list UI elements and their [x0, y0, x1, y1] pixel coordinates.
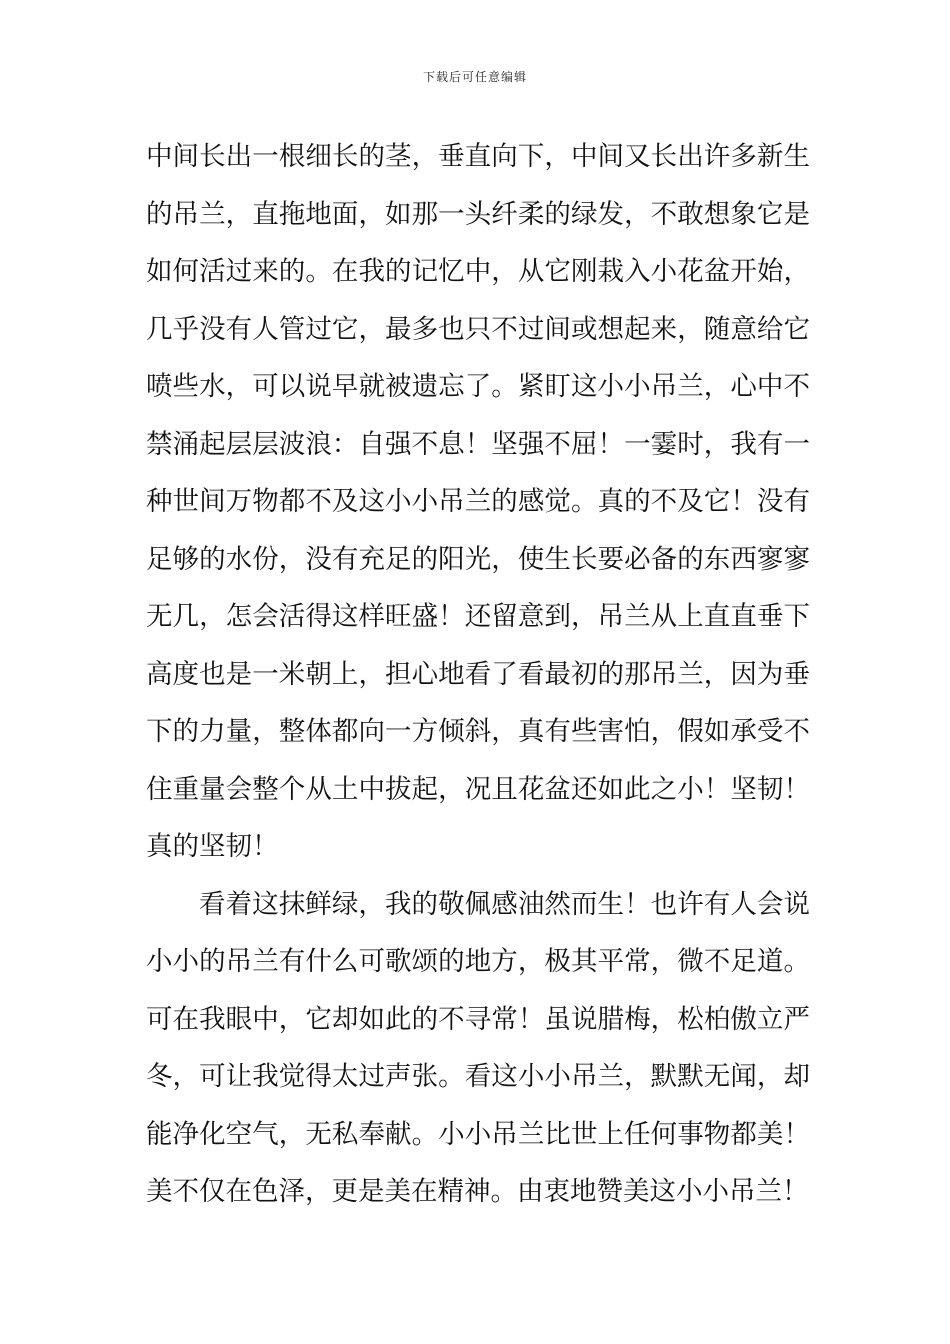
text-line: 中间长出一根细长的茎，垂直向下，中间又长出许多新生 [146, 141, 810, 172]
paragraph-end-line: 真的坚韧！ [146, 831, 279, 862]
text-line: 足够的水份，没有充足的阳光，使生长要必备的东西寥寥 [146, 543, 810, 575]
paragraph-end-line: 美不仅在色泽，更是美在精神。由衷地赞美这小小吊兰！ [146, 1176, 809, 1207]
paragraph-first-line: 看着这抹鲜绿，我的敬佩感油然而生！也许有人会说 [199, 888, 810, 920]
text-line: 种世间万物都不及这小小吊兰的感觉。真的不及它！没有 [146, 486, 810, 517]
text-line: 冬，可让我觉得太过声张。看这小小吊兰，默默无闻，却 [146, 1061, 810, 1092]
text-line: 喷些水，可以说早就被遗忘了。紧盯这小小吊兰，心中不 [146, 371, 810, 402]
text-line: 能净化空气，无私奉献。小小吊兰比世上任何事物都美！ [146, 1118, 810, 1150]
document-body [146, 128, 810, 1221]
text-line: 的吊兰，直拖地面，如那一头纤柔的绿发，不敢想象它是 [146, 198, 810, 230]
text-line: 可在我眼中，它却如此的不寻常！虽说腊梅，松柏傲立严 [146, 1003, 810, 1035]
text-line: 小小的吊兰有什么可歌颂的地方，极其平常，微不足道。 [146, 946, 810, 977]
header-note: 下载后可任意编辑 [422, 70, 527, 84]
text-line: 无几，怎会活得这样旺盛！还留意到，吊兰从上直直垂下 [146, 601, 810, 632]
text-line: 高度也是一米朝上，担心地看了看最初的那吊兰，因为垂 [146, 658, 810, 690]
text-line: 住重量会整个从土中拔起，况且花盆还如此之小！坚韧！ [146, 773, 810, 805]
text-line: 几乎没有人管过它，最多也只不过间或想起来，随意给它 [146, 313, 810, 345]
text-line: 下的力量，整体都向一方倾斜，真有些害怕，假如承受不 [146, 716, 810, 747]
text-line: 如何活过来的。在我的记忆中，从它刚栽入小花盆开始， [146, 256, 810, 287]
text-line: 禁涌起层层波浪：自强不息！坚强不屈！一霎时，我有一 [146, 428, 810, 460]
